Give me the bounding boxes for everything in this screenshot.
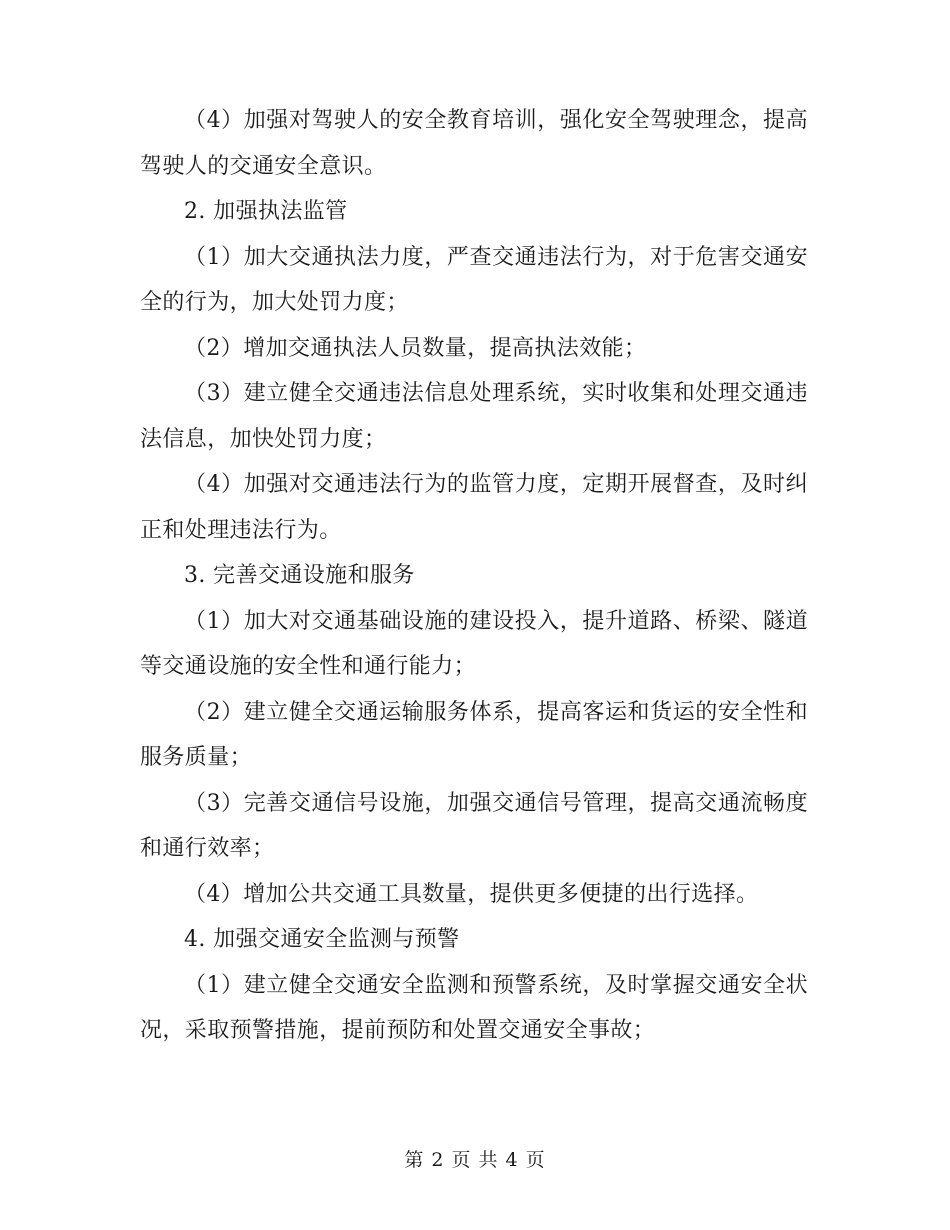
paragraph-item: （4）加强对交通违法行为的监管力度，定期开展督查，及时纠正和处理违法行为。: [140, 472, 808, 543]
document-body: [140, 98, 808, 1054]
paragraph-item: （1）加大对交通基础设施的建设投入，提升道路、桥梁、隧道等交通设施的安全性和通行能力；: [140, 608, 808, 679]
section-heading: 3. 完善交通设施和服务: [184, 563, 415, 588]
paragraph-item: （2）建立健全交通运输服务体系，提高客运和货运的安全性和服务质量；: [140, 699, 808, 770]
paragraph-item: （3）完善交通信号设施，加强交通信号管理，提高交通流畅度和通行效率；: [140, 790, 808, 861]
section-heading: 2. 加强执法监管: [184, 199, 348, 224]
paragraph-item: （3）建立健全交通违法信息处理系统，实时收集和处理交通违法信息，加快处罚力度；: [140, 381, 808, 452]
paragraph-item: （4）增加公共交通工具数量，提供更多便捷的出行选择。: [184, 881, 759, 907]
paragraph-item: （1）建立健全交通安全监测和预警系统，及时掌握交通安全状况，采取预警措施，提前预防和处置交通安全事故；: [140, 972, 808, 1043]
page-number-footer: 第 2 页 共 4 页: [404, 1149, 546, 1171]
section-heading: 4. 加强交通安全监测与预警: [184, 927, 460, 952]
paragraph-item: （2）增加交通执法人员数量，提高执法效能；: [184, 335, 647, 361]
paragraph-item: （1）加大交通执法力度，严查交通违法行为，对于危害交通安全的行为，加大处罚力度；: [140, 244, 808, 315]
paragraph-item: （4）加强对驾驶人的安全教育培训，强化安全驾驶理念，提高驾驶人的交通安全意识。: [140, 108, 808, 179]
